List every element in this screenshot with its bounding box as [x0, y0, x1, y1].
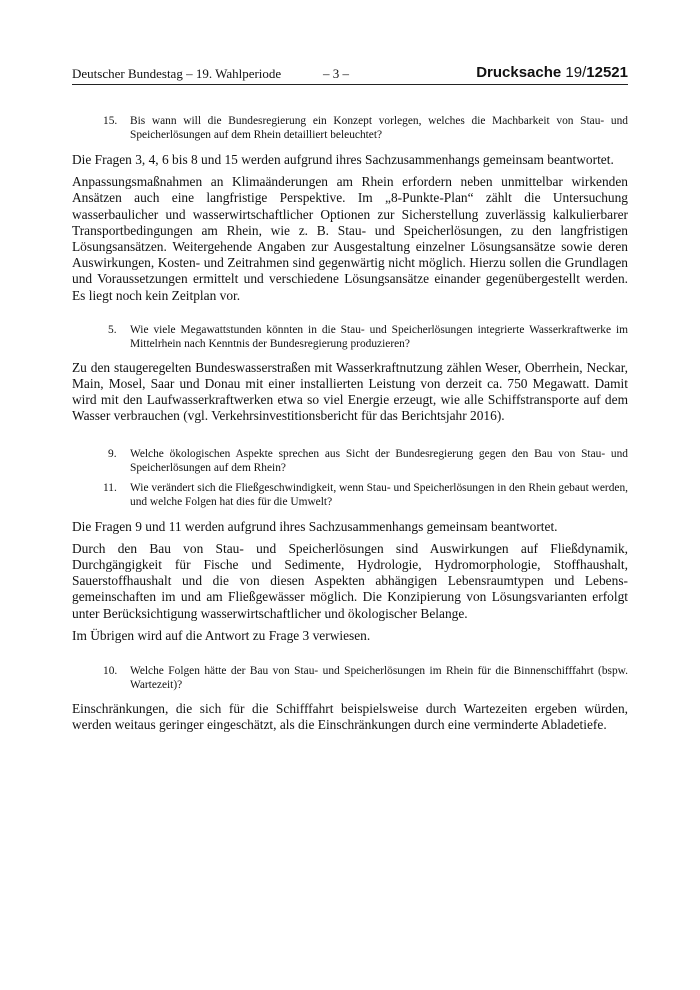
question-number: 5. — [108, 323, 117, 336]
question-10 — [72, 664, 628, 692]
drucksache-reference — [476, 64, 628, 81]
header-publication: Deutscher Bundestag – 19. Wahlperiode — [72, 66, 282, 81]
question-text: Wie verändert sich die Fließgeschwindigkeit, wenn Stau- und Speicherlösungen in den Rhein gebaut werden, und welche Folgen hat dies für die Umwelt? — [130, 481, 628, 508]
answer-paragraph: Im Übrigen wird auf die Antwort zu Frage 3 verwiesen. — [72, 627, 371, 643]
question-number: 15. — [103, 115, 118, 127]
answer-paragraph: Zu den staugeregelten Bundeswasserstraßen mit Wasserkraftnutzung zählen Weser, Oberrhein, Neckar, Main, Mosel, Saar und Donau mit einer installierten Leistung von derzeit ca. 750 Megawatt. Damit wird mit den Laufwasserkraftwerken etwa so viel Energie erzeugt, wie alle Schiffstransporte auf dem Wasser verbrauchen (vgl. Verkehrsinvestitionsbericht für das Berichtsjahr 2016). — [72, 359, 628, 424]
answer-paragraph: Durch den Bau von Stau- und Speicherlösungen sind Auswirkungen auf Fließdynamik, Durchgängigkeit für Fische und Sedimente, Hydrologie, Hydromorphologie, Stoffhaushalt, Sauerstoffhaushalt und die von diesen Aspekten abhängigen Lebensraumtypen und Lebens-gemeinschaften im und am Fließgewässer möglich. Die Konzipierung von Lösungsvarianten erfolgt unter Berücksichtigung wasserwirtschaftlicher und ökologischer Belange. — [72, 540, 628, 621]
answer-paragraph: Anpassungsmaßnahmen an Klimaänderungen am Rhein erfordern neben unmittelbar wirkenden Ansätzen auch eine langfristige Perspektive. Im „8-Punkte-Plan“ zählt die Untersuchung wasserbaulicher und wasserwirtschaftlicher Optionen zur Sicherstellung zuverlässig kalkulierbarer Transportbedingungen am Rhein, wie z. B. Stau- und Speicherlösungen, zu den langfristigen Lösungsansätzen. Weitergehende Angaben zur Ausgestaltung einzelner Lösungsansätze sowie deren Auswirkungen, Kosten- und Zeitrahmen sind gegenwärtig nicht möglich. Hierzu sollen die Grundlagen und Voraussetzungen ermittelt und verschiedene Lösungsansätze einander gegenübergestellt werden. Es liegt noch kein Zeitplan vor. — [72, 174, 628, 303]
answer-paragraph: Die Fragen 3, 4, 6 bis 8 und 15 werden aufgrund ihres Sachzusammenhangs gemeinsam beantwortet. — [72, 152, 614, 167]
question-text: Wie viele Megawattstunden könnten in die Stau- und Speicherlösungen integrierte Wasserkraftwerke im Mittelrhein nach Kenntnis der Bundesregierung produzieren? — [130, 323, 628, 350]
question-11 — [72, 481, 628, 509]
question-number: 9. — [108, 447, 117, 460]
drucksache-number: 12521 — [586, 64, 628, 81]
question-number: 10. — [103, 665, 118, 678]
question-5 — [72, 323, 628, 351]
question-number: 11. — [103, 481, 117, 494]
question-text: Bis wann will die Bundesregierung ein Konzept vorlegen, welches die Machbarkeit von Stau- und Speicherlösungen auf dem Rhein detailliert beleuchtet? — [130, 115, 628, 141]
answer-paragraph: Einschränkungen, die sich für die Schifffahrt beispielsweise durch Wartezeiten ergeben würden, werden weitaus geringer eingeschätzt, als die Einschränkungen durch eine verminderte Abladetiefe. — [72, 701, 628, 733]
question-9 — [72, 447, 628, 475]
document-body — [72, 114, 628, 733]
answer-paragraph: Die Fragen 9 und 11 werden aufgrund ihres Sachzusammenhangs gemeinsam beantwortet. — [72, 518, 558, 534]
question-15 — [72, 114, 628, 142]
page-number: – 3 – — [323, 66, 349, 81]
drucksache-label: Drucksache — [476, 64, 562, 81]
drucksache-prefix: 19/ — [565, 64, 587, 81]
question-text: Welche ökologischen Aspekte sprechen aus Sicht der Bundesregierung gegen den Bau von Stau- und Speicherlösungen auf dem Rhein? — [130, 447, 628, 474]
page-header — [72, 64, 628, 85]
question-text: Welche Folgen hätte der Bau von Stau- und Speicherlösungen im Rhein für die Binnenschifffahrt (bspw. Wartezeit)? — [130, 665, 628, 692]
